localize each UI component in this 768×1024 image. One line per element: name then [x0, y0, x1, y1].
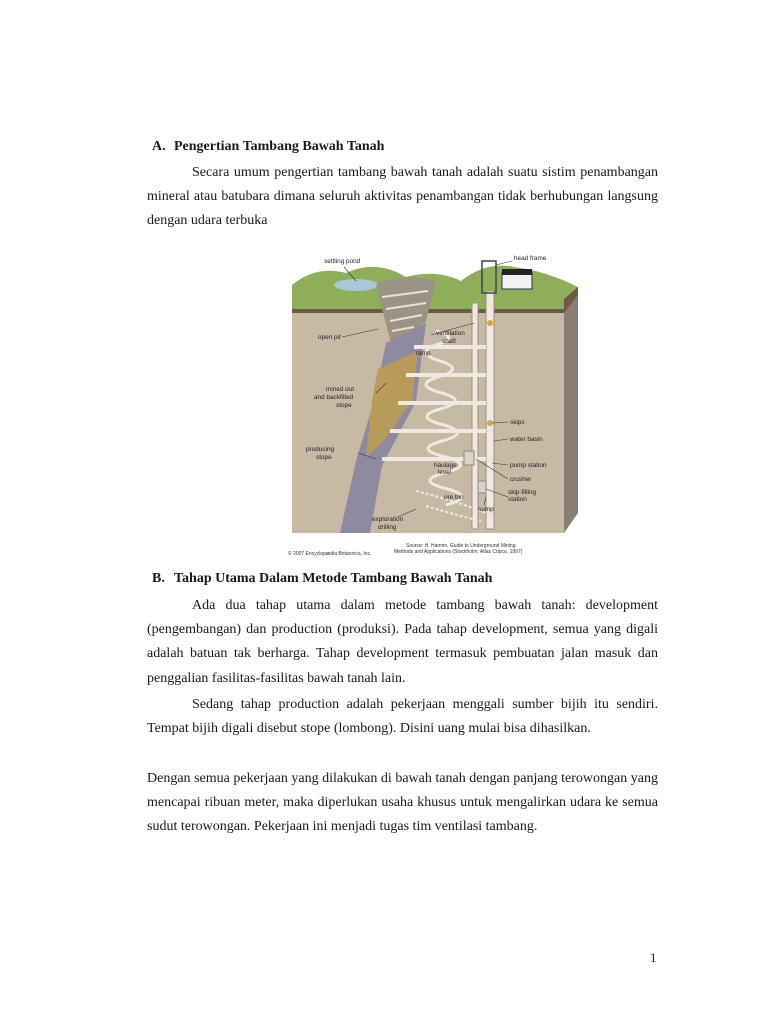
label-head-frame: head frame — [514, 255, 547, 262]
section-a-heading — [152, 139, 384, 155]
hoist-house — [502, 273, 532, 289]
mine-diagram — [286, 251, 582, 559]
label-producing: producing — [306, 446, 335, 453]
label-ore-bin: ore bin — [444, 494, 464, 501]
hoist-house-roof — [502, 269, 532, 275]
main-shaft — [486, 291, 494, 529]
section-a-letter: A. — [152, 139, 166, 154]
label-skips: skips — [510, 419, 525, 426]
label-stope: stope — [336, 402, 352, 409]
skip-upper — [487, 320, 493, 326]
block-side-face — [564, 287, 578, 533]
figure-credits — [288, 543, 523, 557]
figure-source-line-2: Methods and Applications (Stockholm: Atlas Copco, 1997) — [394, 549, 523, 555]
section-b-heading — [152, 571, 492, 587]
section-a-paragraph: Secara umum pengertian tambang bawah tanah adalah suatu sistim penambangan mineral atau batubara dimana seluruh aktivitas penambangan tidak berhubungan langsung dengan udara terbuka — [147, 165, 658, 229]
section-b-paragraph-3: Dengan semua pekerjaan yang dilakukan di bawah tanah dengan panjang terowongan yang mencapai ribuan meter, maka diperlukan usaha khusus untuk mengalirkan udara ke semua sudut terowongan. Pekerjaan ini menjadi tugas tim ventilasi tambang. — [147, 771, 658, 835]
label-open-pit: open pit — [318, 334, 341, 341]
section-b-paragraph-1: Ada dua tahap utama dalam metode tambang bawah tanah: development (pengembangan) dan production (produksi). Pada tahap development, semua yang digali adalah batuan tak berharga. Tahap development termasuk pembuatan jalan masuk dan penggalian fasilitas-fasilitas bawah tanah lain. — [147, 598, 658, 686]
label-haulage-level: level — [438, 469, 452, 476]
label-ventilation-shaft: shaft — [442, 338, 456, 345]
label-ramp: ramp — [416, 350, 431, 357]
label-backfilled: and backfilled — [314, 394, 354, 401]
section-b-paragraph-2: Sedang tahap production adalah pekerjaan menggali sumber bijih itu sendiri. Tempat bijih digali disebut stope (lombong). Disini uang mulai bisa dihasilkan. — [147, 697, 658, 737]
ore-bin — [478, 481, 486, 493]
label-water-basin: water basin — [510, 436, 543, 443]
label-crusher: crusher — [510, 476, 532, 483]
label-exploration: exploration — [372, 516, 404, 523]
label-exploration-drilling: drilling — [378, 524, 397, 531]
label-skip-filling: skip-filling — [508, 489, 537, 496]
label-sump: sump — [478, 506, 494, 513]
section-a-title: Pengertian Tambang Bawah Tanah — [174, 139, 385, 154]
crusher — [464, 451, 474, 465]
label-mined-out: mined out — [326, 386, 355, 393]
page-number: 1 — [650, 950, 657, 965]
label-settling-pond: settling pond — [324, 258, 361, 265]
section-b-letter: B. — [152, 571, 165, 586]
figure-copyright: © 2007 Encyclopædia Britannica, Inc. — [288, 551, 372, 557]
mine-diagram-figure — [286, 251, 582, 559]
label-producing-stope: stope — [316, 454, 332, 461]
terrain-surface — [292, 266, 578, 309]
label-pump-station: pump station — [510, 462, 547, 469]
ventilation-shaft — [472, 303, 478, 529]
section-b-title: Tahap Utama Dalam Metode Tambang Bawah Tanah — [174, 571, 493, 586]
figure-source-line-1: Source: H. Hamrin, Guide to Underground Mining — [406, 543, 516, 549]
label-haulage: haulage — [434, 462, 457, 469]
label-skip-filling-station: station — [508, 496, 527, 503]
label-ventilation: ventilation — [436, 330, 465, 337]
